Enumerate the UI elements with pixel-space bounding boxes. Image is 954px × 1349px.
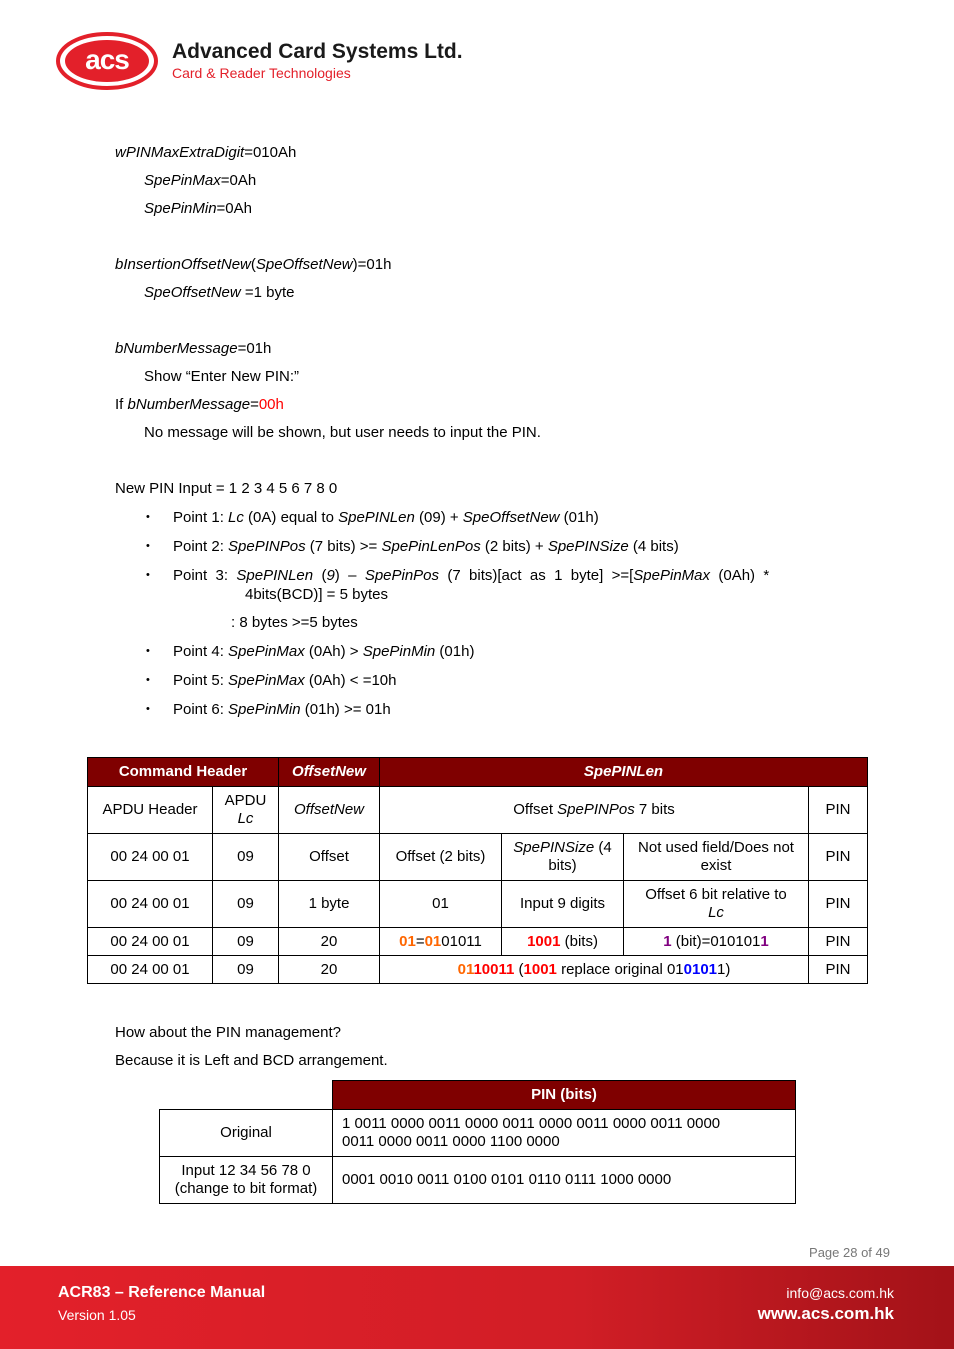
cell-text: (bits) <box>560 932 598 950</box>
table-row <box>88 834 868 881</box>
table-row <box>160 1110 796 1157</box>
bullet-icon: • <box>146 569 150 581</box>
table-cell: 01 <box>380 881 502 928</box>
param-name: SpePinMin <box>228 701 301 718</box>
param-name: SpePinLenPos <box>381 538 481 555</box>
table-header-row <box>160 1081 796 1110</box>
text: (0Ah) < =10h <box>304 672 397 689</box>
table-cell: Offset (2 bits) <box>380 834 502 881</box>
param-name: wPINMaxExtraDigit <box>115 144 245 161</box>
param-name: bNumberMessage <box>115 340 238 357</box>
bullet-icon: • <box>146 703 150 715</box>
table-cell <box>333 1110 796 1157</box>
text: (4 bits) <box>628 538 679 555</box>
cell-text: = <box>415 932 425 950</box>
table-cell: Offset <box>279 834 380 881</box>
table-cell: 09 <box>213 881 279 928</box>
footer-band <box>0 1266 954 1349</box>
text: (7 bits) >= <box>305 538 382 555</box>
param-name: bNumberMessage <box>127 396 251 413</box>
param-name: bInsertionOffsetNew <box>115 256 251 273</box>
header-spepinlen <box>380 758 868 787</box>
company-name: Advanced Card Systems Ltd. <box>172 40 463 63</box>
param-line <box>144 172 256 190</box>
point-1 <box>173 509 599 527</box>
param-line <box>144 284 295 302</box>
table-cell: PIN <box>809 787 868 834</box>
company-logo <box>55 30 159 92</box>
cell-text: Input 12 34 56 78 0 <box>181 1162 311 1179</box>
param-line <box>115 340 271 358</box>
cell-text: Offset <box>513 801 558 818</box>
header-pin-bits: PIN (bits) <box>333 1081 796 1110</box>
cell-text: 1) <box>717 960 731 978</box>
website-link[interactable]: www.acs.com.hk <box>757 1304 894 1323</box>
table-cell: PIN <box>809 928 868 956</box>
table-cell: PIN <box>809 881 868 928</box>
text: Point 3: <box>173 567 237 584</box>
cell-text: SpePINPos <box>557 801 635 818</box>
manual-version: Version 1.05 <box>58 1307 136 1323</box>
param-name: SpePINLen <box>338 509 415 526</box>
param-name: SpePinMax <box>144 172 221 189</box>
table-header-row <box>88 758 868 787</box>
manual-title: ACR83 – Reference Manual <box>58 1284 266 1301</box>
text-line: New PIN Input = 1 2 3 4 5 6 7 8 0 <box>115 480 338 497</box>
cell-text: 01 <box>424 932 442 950</box>
email-link[interactable]: info@acs.com.hk <box>786 1285 894 1301</box>
cell-text: 1001 <box>527 932 561 950</box>
table-row <box>88 928 868 956</box>
empty-cell <box>160 1081 333 1110</box>
paren: ( <box>250 256 256 273</box>
table-cell <box>160 1157 333 1204</box>
cell-text: 1 0011 0000 0011 0000 0011 0000 0011 0000 0011 0000 <box>342 1115 721 1132</box>
table-cell: 00 24 00 01 <box>88 881 213 928</box>
param-name: SpePINLen <box>236 567 314 584</box>
apdu-table <box>87 757 868 984</box>
param-name: SpePinMin <box>362 643 436 660</box>
text: (0Ah) * <box>710 567 770 584</box>
text: (01h) <box>559 509 599 526</box>
point-4 <box>173 643 474 661</box>
param-name: SpePinMin <box>144 200 217 217</box>
table-cell <box>624 881 809 928</box>
cell-text: OffsetNew <box>293 801 365 818</box>
cell-text: 0011 0000 0011 0000 1100 0000 <box>342 1133 560 1150</box>
text: ( <box>313 567 327 584</box>
header-text: SpePINLen <box>583 763 664 780</box>
param-line <box>115 396 284 414</box>
param-line <box>115 256 391 274</box>
text-line: Show “Enter New PIN:” <box>144 368 300 385</box>
cell-text: 10011 <box>473 960 515 978</box>
text: (2 bits) + <box>480 538 548 555</box>
table-cell: 20 <box>279 956 380 984</box>
param-name: SpePinMax <box>228 672 305 689</box>
text: (09) + <box>414 509 463 526</box>
table-row <box>88 787 868 834</box>
header-text: OffsetNew <box>292 763 366 780</box>
cell-text: ( <box>514 960 524 978</box>
table-cell: 09 <box>213 956 279 984</box>
text: Point 5: <box>173 672 229 689</box>
cell-text: 01 <box>457 960 474 978</box>
cell-text: 01 <box>399 932 416 950</box>
text: If <box>115 396 128 413</box>
text: Point 4: <box>173 643 229 660</box>
cell-text: SpePINSize <box>513 839 595 856</box>
table-cell <box>380 787 809 834</box>
param-name: SpePINPos <box>228 538 306 555</box>
table-cell: 0001 0010 0011 0100 0101 0110 0111 1000 0000 <box>333 1157 796 1204</box>
header-command: Command Header <box>88 758 279 787</box>
point-5 <box>173 672 397 690</box>
param-value: =01h <box>237 340 272 357</box>
bullet-icon: • <box>146 674 150 686</box>
text: Point 1: <box>173 509 229 526</box>
param-value: =1 byte <box>240 284 295 301</box>
point-3-cont: 4bits(BCD)] = 5 bytes <box>245 586 388 603</box>
table-row <box>88 881 868 928</box>
table-cell <box>380 956 809 984</box>
point-3-note: : 8 bytes >=5 bytes <box>231 614 358 631</box>
text-line: Because it is Left and BCD arrangement. <box>115 1052 388 1069</box>
table-cell <box>380 928 502 956</box>
cell-text: 1 <box>663 932 672 950</box>
company-tagline: Card & Reader Technologies <box>172 65 351 81</box>
table-cell <box>279 787 380 834</box>
cell-text: Lc <box>237 810 254 827</box>
param-line <box>144 200 252 218</box>
param-name: SpePinMax <box>633 567 711 584</box>
cell-text: 1001 <box>523 960 557 978</box>
logo-text: acs <box>85 44 129 75</box>
table-cell: 09 <box>213 834 279 881</box>
text: ) – <box>334 567 365 584</box>
param-value: =0Ah <box>216 200 252 217</box>
param-value: )=01h <box>352 256 392 273</box>
table-cell: Not used field/Does not exist <box>624 834 809 881</box>
text: Point 6: <box>173 701 229 718</box>
text: = <box>250 396 259 413</box>
table-cell <box>502 928 624 956</box>
cell-text: replace original 01 <box>556 960 684 978</box>
param-name: SpeOffsetNew <box>255 256 353 273</box>
param-value: =0Ah <box>220 172 257 189</box>
bullet-icon: • <box>146 645 150 657</box>
cell-text: 01011 <box>441 932 482 950</box>
table-cell <box>624 928 809 956</box>
table-cell <box>502 834 624 881</box>
point-6 <box>173 701 391 719</box>
param-name: Lc <box>228 509 244 526</box>
bullet-icon: • <box>146 511 150 523</box>
table-cell: 1 byte <box>279 881 380 928</box>
param-line <box>115 144 296 162</box>
point-3 <box>173 567 769 585</box>
table-cell: Original <box>160 1110 333 1157</box>
cell-text: 7 bits <box>634 801 675 818</box>
page-number: Page 28 of 49 <box>809 1245 890 1260</box>
cell-text: (change to bit format) <box>174 1180 318 1197</box>
header-offsetnew <box>279 758 380 787</box>
pin-bits-table <box>159 1080 796 1204</box>
table-cell: APDU Header <box>88 787 213 834</box>
text: (01h) >= 01h <box>300 701 391 718</box>
cell-text: 1 <box>760 932 769 950</box>
param-value: 00h <box>258 396 284 413</box>
table-cell: Input 9 digits <box>502 881 624 928</box>
table-cell: PIN <box>809 956 868 984</box>
table-cell: 09 <box>213 928 279 956</box>
cell-text: Lc <box>708 904 724 921</box>
table-cell: 00 24 00 01 <box>88 928 213 956</box>
text: (0A) equal to <box>243 509 339 526</box>
cell-text: APDU <box>224 792 267 809</box>
table-cell <box>213 787 279 834</box>
cell-text: (bit)=010101 <box>671 932 761 950</box>
text: (0Ah) > <box>304 643 363 660</box>
table-cell: 20 <box>279 928 380 956</box>
point-2 <box>173 538 679 556</box>
param-name: SpePinMax <box>228 643 305 660</box>
text: (01h) <box>435 643 475 660</box>
text: Point 2: <box>173 538 229 555</box>
table-cell: 00 24 00 01 <box>88 834 213 881</box>
param-name: SpePINSize <box>547 538 629 555</box>
table-row <box>160 1157 796 1204</box>
table-cell: 00 24 00 01 <box>88 956 213 984</box>
table-row <box>88 956 868 984</box>
table-cell: PIN <box>809 834 868 881</box>
cell-text: 0101 <box>683 960 718 978</box>
text-line: How about the PIN management? <box>115 1024 341 1041</box>
param-value: =010Ah <box>244 144 297 161</box>
cell-text: (4 bits) <box>548 839 612 874</box>
param-name: 9 <box>326 567 335 584</box>
param-name: SpeOffsetNew <box>462 509 560 526</box>
cell-text: Offset 6 bit relative to <box>645 886 787 903</box>
param-name: SpePinPos <box>364 567 440 584</box>
param-name: SpeOffsetNew <box>144 284 241 301</box>
text-line: No message will be shown, but user needs to input the PIN. <box>144 424 541 441</box>
text: (7 bits)[act as 1 byte] >=[ <box>439 567 634 584</box>
bullet-icon: • <box>146 540 150 552</box>
